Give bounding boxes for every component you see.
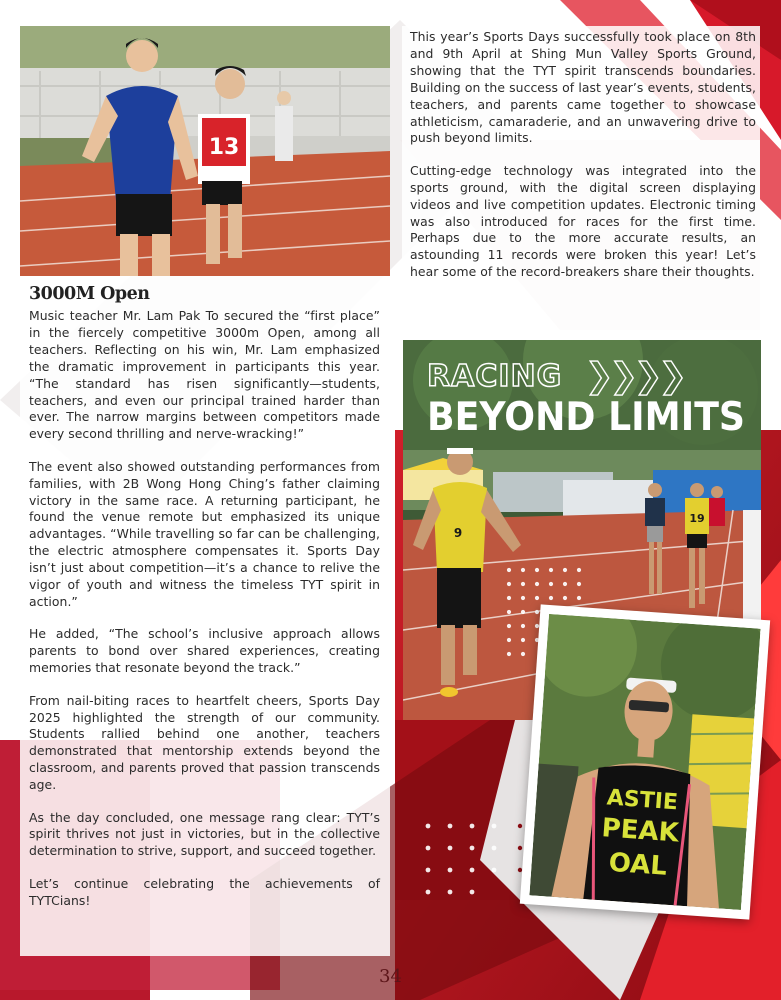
shirt-text-line2: PEAK: [600, 813, 680, 849]
banner-beyond-limits-text: BEYOND LIMITS: [427, 395, 745, 440]
article-paragraph-2: The event also showed outstanding performances from families, with 2B Wong Hong Ching’s father claiming victory in the same race. A returning participant, he found the venue remote but emphasized its unique advantages. “While travelling so far can be challenging, the electric atmosphere compensates it. Sports Day isn’t just about competition—it’s a chance to relive the vigor of youth and witness the timeless TYT spirit in action.”: [29, 458, 380, 609]
article-text-panel: [20, 276, 390, 956]
intro-paragraph-2: Cutting-edge technology was integrated into the sports ground, with the digital screen displaying videos and live competition updates. Electronic timing was also introduced for races for the first time. Perhaps due to the more accurate results, an astounding 11 records were broken this year! Let’s hear some of the record-breakers share their thoughts.: [410, 162, 756, 280]
article-paragraph-6: Let’s continue celebrating the achievements of TYTCians!: [29, 875, 380, 908]
bib-number-background: 19: [689, 512, 705, 525]
photo-runners-teacher: [20, 26, 390, 276]
page-number: 34: [379, 966, 402, 987]
article-paragraph-3: He added, “The school’s inclusive approach allows parents to bond over shared experiences, creating memories that resonate beyond the track.”: [29, 626, 380, 676]
intro-paragraph-1: This year’s Sports Days successfully took place on 8th and 9th April at Shing Mun Valley Sports Ground, showing that the TYT spirit transcends boundaries. Building on the success of last year’s events, students, teachers, and parents came together to showcase athleticism, camaraderie, and an unwavering drive to push beyond limits.: [410, 29, 756, 146]
banner-racing-text: RACING: [427, 359, 563, 394]
bib-number-red: 13: [208, 135, 240, 160]
shirt-text-line3: OAL: [607, 847, 668, 882]
shirt-text-line1: ASTIE: [605, 785, 679, 816]
intro-text-panel: [402, 26, 760, 338]
banner-arrows-icon: ❯❯❯❯: [585, 356, 683, 396]
article-paragraph-4: From nail-biting races to heartfelt cheers, Sports Day 2025 highlighted the strength of our community. Students rallied behind one another, teachers demonstrated that mentorship extends beyond the classroom, and parents proved that passion transcends age.: [29, 692, 380, 793]
section-heading: 3000M Open: [29, 284, 150, 304]
photo-polaroid-runner: [520, 604, 770, 919]
article-paragraph-1: Music teacher Mr. Lam Pak To secured the “first place” in the fiercely competitive 3000m Open, among all teachers. Reflecting on his win, Mr. Lam emphasized the dramatic improvement in participants this year. “The standard has risen significantly—students, teachers, and even our principal trained harder than ever. The narrow margins between competitors made every second thrilling and nerve-wracking!”: [29, 308, 380, 442]
bib-number-yellow: 9: [453, 526, 463, 540]
article-paragraph-5: As the day concluded, one message rang clear: TYT’s spirit thrives not just in victories, but in the collective determination to strive, support, and succeed together.: [29, 809, 380, 859]
